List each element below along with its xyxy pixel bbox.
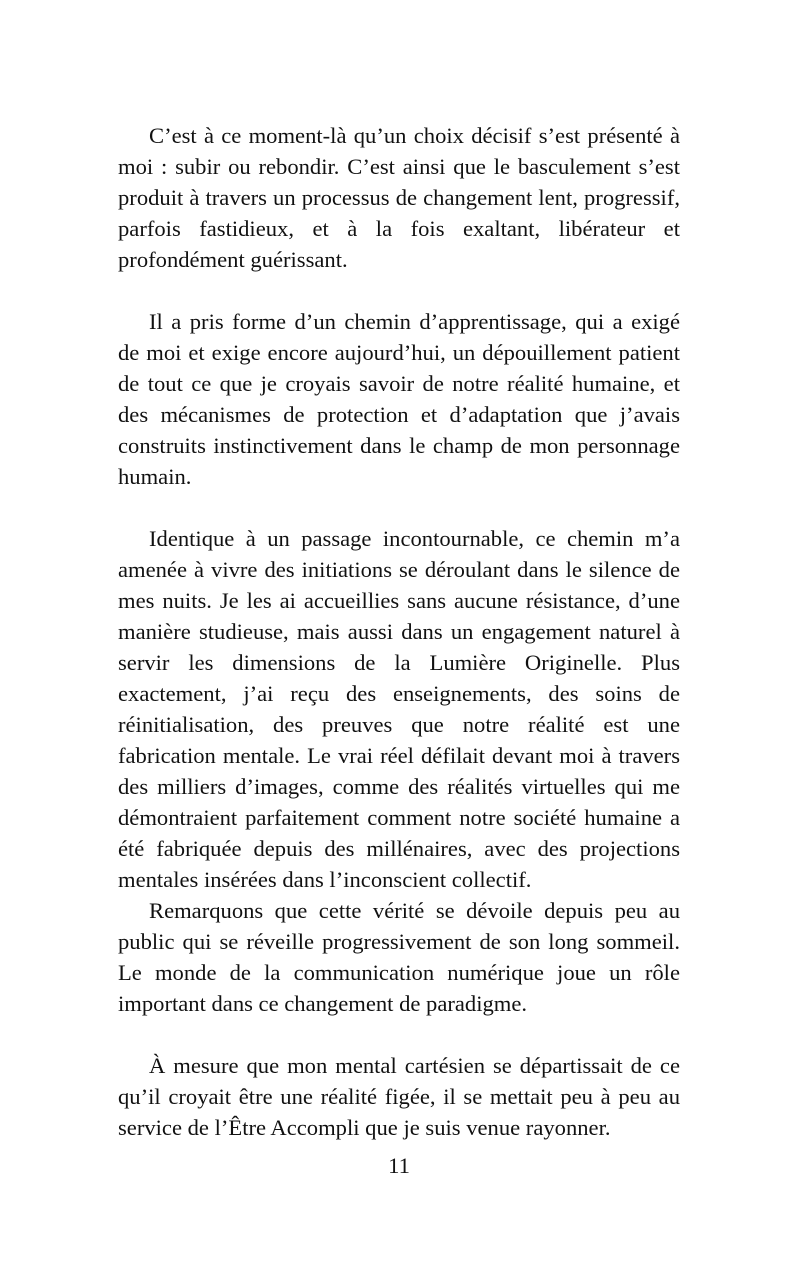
paragraph-3: Identique à un passage incontournable, ce chemin m’a amenée à vivre des initiations se déroulant dans le silence de mes nuits. Je les ai accueillies sans aucune résistance, d’une manière studieuse, mais aussi dans un engagement naturel à servir les dimensions de la Lumière Originelle. Plus exactement, j’ai reçu des enseignements, des soins de réinitialisation, des preuves que notre réalité est une fabrication mentale. Le vrai réel défilait devant moi à travers des milliers d’images, comme des réalités virtuelles qui me démontraient parfaitement comment notre société humaine a été fabriquée depuis des millénaires, avec des projections mentales insérées dans l’inconscient collectif.: [118, 526, 680, 892]
page-body: [118, 120, 680, 1143]
paragraph-1: C’est à ce moment-là qu’un choix décisif s’est présenté à moi : subir ou rebondir. C’est ainsi que le basculement s’est produit à travers un processus de changement lent, progressif, parfois fastidieux, et à la fois exaltant, libérateur et profondément guérissant.: [118, 123, 680, 272]
paragraph-2: Il a pris forme d’un chemin d’apprentissage, qui a exigé de moi et exige encore aujourd’hui, un dépouillement patient de tout ce que je croyais savoir de notre réalité humaine, et des mécanismes de protection et d’adaptation que j’avais construits instinctivement dans le champ de mon personnage humain.: [118, 309, 680, 489]
paragraph-gap: [118, 275, 680, 306]
page-number: 11: [388, 1153, 410, 1178]
paragraph-4: Remarquons que cette vérité se dévoile depuis peu au public qui se réveille progressivement de son long sommeil. Le monde de la communication numérique joue un rôle important dans ce changement de paradigme.: [118, 898, 680, 1016]
paragraph-gap: [118, 492, 680, 523]
paragraph-5: À mesure que mon mental cartésien se départissait de ce qu’il croyait être une réalité figée, il se mettait peu à peu au service de l’Être Accompli que je suis venue rayonner.: [118, 1053, 680, 1140]
paragraph-gap: [118, 1019, 680, 1050]
